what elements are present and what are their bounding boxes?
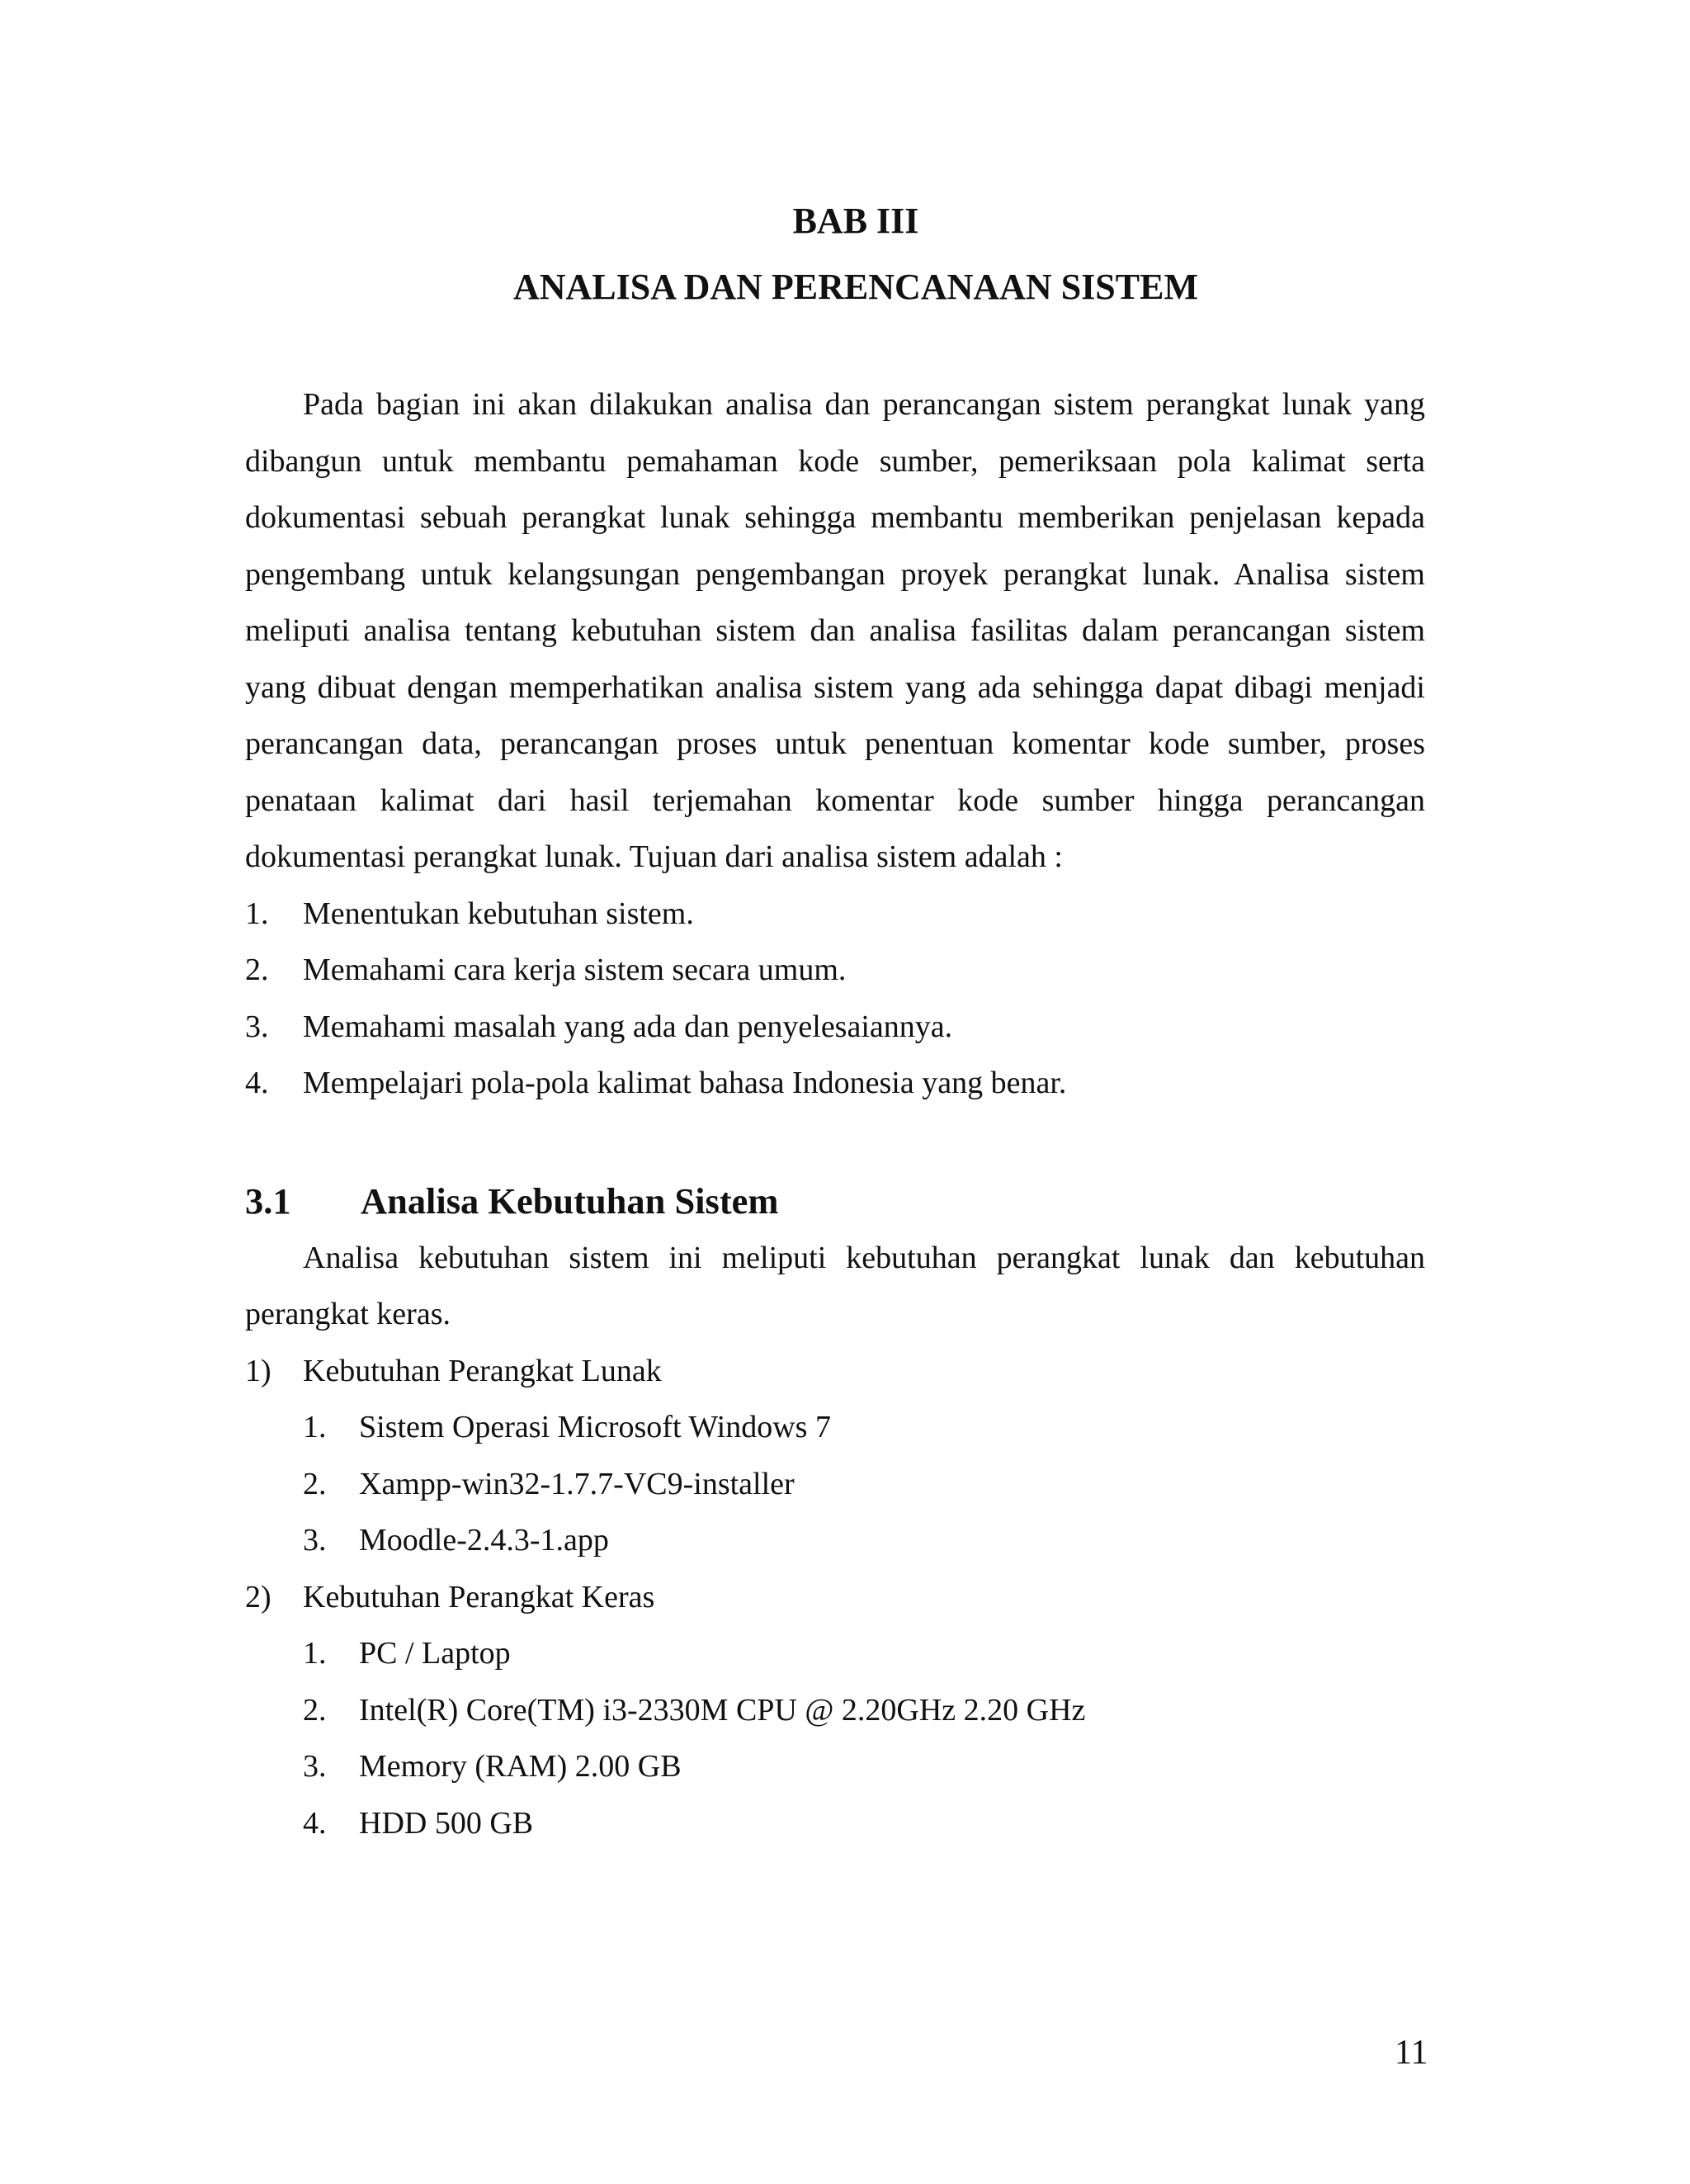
list-item-text: PC / Laptop bbox=[359, 1636, 511, 1671]
list-item-text: Xampp-win32-1.7.7-VC9-installer bbox=[359, 1466, 795, 1501]
section-block bbox=[245, 1173, 1425, 1851]
list-item-text: Memory (RAM) 2.00 GB bbox=[359, 1749, 682, 1784]
requirements-list-2 bbox=[245, 1569, 1425, 1626]
section-paragraph: Analisa kebutuhan sistem ini meliputi kebutuhan perangkat lunak dan kebutuhan perangkat keras. bbox=[245, 1240, 1425, 1331]
section-title: Analisa Kebutuhan Sistem bbox=[361, 1180, 779, 1222]
list-item bbox=[245, 1795, 1425, 1852]
list-item-number: 2. bbox=[245, 953, 269, 987]
page-number: 11 bbox=[1395, 2034, 1428, 2072]
list-item-text: Intel(R) Core(TM) i3-2330M CPU @ 2.20GHz 2.20 GHz bbox=[359, 1692, 1086, 1728]
list-item-number: 4. bbox=[303, 1805, 327, 1841]
list-item-number: 3. bbox=[303, 1523, 327, 1558]
list-item-number: 1. bbox=[303, 1410, 327, 1444]
section-heading bbox=[245, 1173, 1425, 1230]
list-item-text: Kebutuhan Perangkat Lunak bbox=[303, 1353, 662, 1388]
list-item bbox=[245, 1399, 1425, 1456]
list-item-text: HDD 500 GB bbox=[359, 1805, 534, 1841]
list-item bbox=[245, 1625, 1425, 1682]
list-item bbox=[245, 1456, 1425, 1513]
list-item-text: Mempelajari pola-pola kalimat bahasa Indonesia yang benar. bbox=[303, 1066, 1067, 1100]
goals-list bbox=[245, 886, 1425, 1112]
list-item bbox=[245, 886, 1425, 943]
list-item bbox=[245, 1055, 1425, 1112]
list-item-text: Menentukan kebutuhan sistem. bbox=[303, 896, 694, 931]
chapter-title: ANALISA DAN PERENCANAAN SISTEM bbox=[512, 267, 1198, 307]
list-item bbox=[245, 1569, 1425, 1626]
list-item-text: Sistem Operasi Microsoft Windows 7 bbox=[359, 1410, 831, 1444]
list-item-number: 3. bbox=[303, 1749, 327, 1784]
list-item-text: Kebutuhan Perangkat Keras bbox=[303, 1579, 655, 1614]
intro-block bbox=[245, 376, 1425, 1112]
list-item-number: 2. bbox=[303, 1692, 327, 1728]
list-item-number: 1. bbox=[245, 896, 269, 931]
list-item-text: Memahami cara kerja sistem secara umum. bbox=[303, 953, 847, 987]
list-item-number: 3. bbox=[245, 1009, 269, 1044]
section-number: 3.1 bbox=[245, 1180, 291, 1222]
list-item bbox=[245, 999, 1425, 1056]
list-item-number: 1. bbox=[303, 1636, 327, 1671]
software-list bbox=[245, 1399, 1425, 1569]
list-item-number: 1) bbox=[245, 1353, 271, 1388]
list-item bbox=[245, 1512, 1425, 1569]
list-item-number: 2. bbox=[303, 1466, 327, 1501]
list-item bbox=[245, 942, 1425, 999]
chapter-heading: BAB III bbox=[792, 201, 919, 241]
list-item-text: Moodle-2.4.3-1.app bbox=[359, 1523, 609, 1558]
list-item bbox=[245, 1343, 1425, 1400]
list-item bbox=[245, 1682, 1425, 1739]
list-item-number: 2) bbox=[245, 1579, 271, 1614]
list-item-number: 4. bbox=[245, 1066, 269, 1100]
hardware-list bbox=[245, 1625, 1425, 1851]
intro-paragraph: Pada bagian ini akan dilakukan analisa dan perancangan sistem perangkat lunak yang dibangun untuk membantu pemahaman kode sumber, pemeriksaan pola kalimat serta dokumentasi sebuah perangkat lunak sehingga membantu memberikan penjelasan kepada pengembang untuk kelangsungan pengembangan proyek perangkat lunak. Analisa sistem meliputi analisa tentang kebutuhan sistem dan analisa fasilitas dalam perancangan sistem yang dibuat dengan memperhatikan analisa sistem yang ada sehingga dapat dibagi menjadi perancangan data, perancangan proses untuk penentuan komentar kode sumber, proses penataan kalimat dari hasil terjemahan komentar kode sumber hingga perancangan dokumentasi perangkat lunak. Tujuan dari analisa sistem adalah : bbox=[245, 387, 1425, 874]
list-item-text: Memahami masalah yang ada dan penyelesaiannya. bbox=[303, 1009, 953, 1044]
requirements-list bbox=[245, 1343, 1425, 1400]
list-item bbox=[245, 1738, 1425, 1795]
